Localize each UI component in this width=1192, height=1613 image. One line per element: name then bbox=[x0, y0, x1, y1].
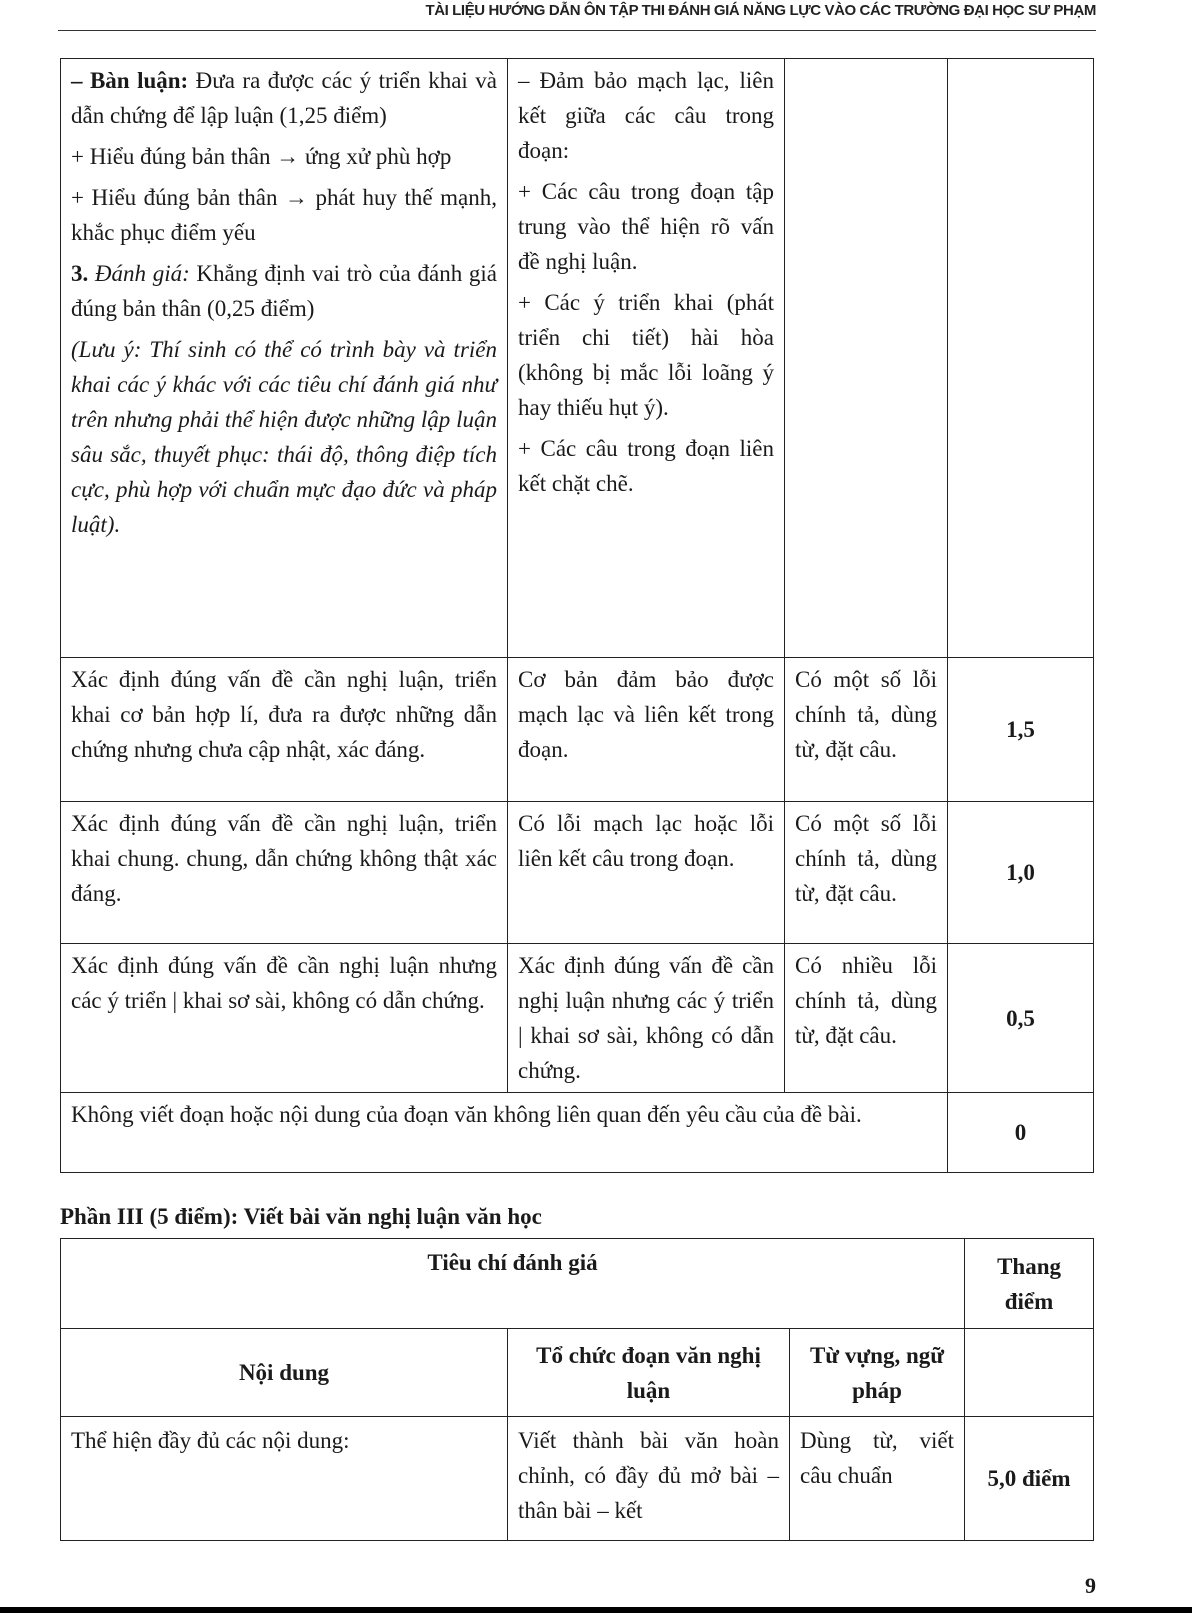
criteria-header: Tiêu chí đánh giá bbox=[61, 1239, 965, 1329]
language-cell: Có một số lỗi chính tả, dùng từ, đặt câu. bbox=[785, 658, 948, 802]
score-header: Thang điểm bbox=[965, 1239, 1094, 1329]
table-row bbox=[61, 1239, 1094, 1329]
table-row bbox=[61, 658, 1094, 802]
score-cell: 1,5 bbox=[948, 658, 1094, 802]
list-item: + Các ý triển khai (phát triển chi tiết) hài hòa (không bị mắc lỗi loãng ý hay thiếu hụt ý). bbox=[518, 290, 774, 420]
language-cell bbox=[785, 59, 948, 658]
table-row bbox=[61, 802, 1094, 944]
score-cell: 5,0 điểm bbox=[965, 1417, 1094, 1541]
content-cell: Xác định đúng vấn đề cần nghị luận, triển khai cơ bản hợp lí, đưa ra được những dẫn chứng nhưng chưa cập nhật, xác đáng. bbox=[61, 658, 508, 802]
bottom-rule bbox=[0, 1607, 1192, 1613]
header-rule bbox=[58, 30, 1096, 31]
ban-luan-text: Đưa ra được các ý triển khai và dẫn chứng để lập luận (1,25 điểm) bbox=[71, 68, 497, 128]
col-header-organization: Tổ chức đoạn văn nghị luận bbox=[508, 1329, 790, 1417]
organization-cell: Cơ bản đảm bảo được mạch lạc và liên kết trong đoạn. bbox=[508, 658, 785, 802]
list-item: + Hiểu đúng bản thân → ứng xử phù hợp bbox=[71, 144, 452, 169]
score-cell bbox=[948, 59, 1094, 658]
col-header-language: Từ vựng, ngữ pháp bbox=[790, 1329, 965, 1417]
list-item: – Đảm bảo mạch lạc, liên kết giữa các câu trong đoạn: bbox=[518, 68, 774, 163]
col-header-content: Nội dung bbox=[61, 1329, 508, 1417]
table-row bbox=[61, 1417, 1094, 1541]
ban-luan-label: – Bàn luận: bbox=[71, 68, 189, 93]
table-row bbox=[61, 59, 1094, 658]
table-row bbox=[61, 1329, 1094, 1417]
content-cell: Thể hiện đầy đủ các nội dung: bbox=[61, 1417, 508, 1541]
organization-cell: Có lỗi mạch lạc hoặc lỗi liên kết câu trong đoạn. bbox=[508, 802, 785, 944]
danh-gia-label: Đánh giá: bbox=[88, 261, 190, 286]
score-cell bbox=[965, 1329, 1094, 1417]
list-item: + Các câu trong đoạn liên kết chặt chẽ. bbox=[518, 436, 774, 496]
organization-cell: Viết thành bài văn hoàn chỉnh, có đầy đủ mở bài – thân bài – kết bbox=[508, 1417, 790, 1541]
danh-gia-number: 3. bbox=[71, 261, 89, 286]
score-cell: 1,0 bbox=[948, 802, 1094, 944]
content-cell: Xác định đúng vấn đề cần nghị luận, triển khai chung. chung, dẫn chứng không thật xác đáng. bbox=[61, 802, 508, 944]
table-row bbox=[61, 944, 1094, 1093]
page-number: 9 bbox=[1085, 1573, 1096, 1598]
content-cell: Xác định đúng vấn đề cần nghị luận nhưng các ý triển | khai sơ sài, không có dẫn chứng. bbox=[61, 944, 508, 1093]
rubric-table-part-2 bbox=[60, 58, 1094, 1173]
list-item: + Hiểu đúng bản thân → phát huy thế mạnh, khắc phục điểm yếu bbox=[71, 185, 497, 245]
score-cell: 0 bbox=[948, 1093, 1094, 1173]
language-cell: Dùng từ, viết câu chuẩn bbox=[790, 1417, 965, 1541]
content-cell: Không viết đoạn hoặc nội dung của đoạn văn không liên quan đến yêu cầu của đề bài. bbox=[61, 1093, 948, 1173]
organization-cell: Xác định đúng vấn đề cần nghị luận nhưng các ý triển | khai sơ sài, không có dẫn chứng. bbox=[508, 944, 785, 1093]
score-cell: 0,5 bbox=[948, 944, 1094, 1093]
content-cell bbox=[61, 59, 508, 658]
danh-gia-text: Khẳng định vai trò của đánh giá đúng bản thân (0,25 điểm) bbox=[71, 261, 497, 321]
note-text: (Lưu ý: Thí sinh có thể có trình bày và triển khai các ý khác với các tiêu chí đánh giá như trên nhưng phải thể hiện được những lập luận sâu sắc, thuyết phục: thái độ, thông điệp tích cực, phù hợp với chuẩn mực đạo đức và pháp luật). bbox=[71, 337, 497, 537]
list-item: + Các câu trong đoạn tập trung vào thể hiện rõ vấn đề nghị luận. bbox=[518, 179, 774, 274]
language-cell: Có một số lỗi chính tả, dùng từ, đặt câu. bbox=[785, 802, 948, 944]
rubric-table-part-3 bbox=[60, 1238, 1094, 1541]
language-cell: Có nhiều lỗi chính tả, dùng từ, đặt câu. bbox=[785, 944, 948, 1093]
running-header: TÀI LIỆU HƯỚNG DẪN ÔN TẬP THI ĐÁNH GIÁ NĂNG LỰC VÀO CÁC TRƯỜNG ĐẠI HỌC SƯ PHẠM bbox=[425, 2, 1096, 19]
section-title: Phần III (5 điểm): Viết bài văn nghị luận văn học bbox=[60, 1204, 542, 1229]
table-row bbox=[61, 1093, 1094, 1173]
organization-cell bbox=[508, 59, 785, 658]
